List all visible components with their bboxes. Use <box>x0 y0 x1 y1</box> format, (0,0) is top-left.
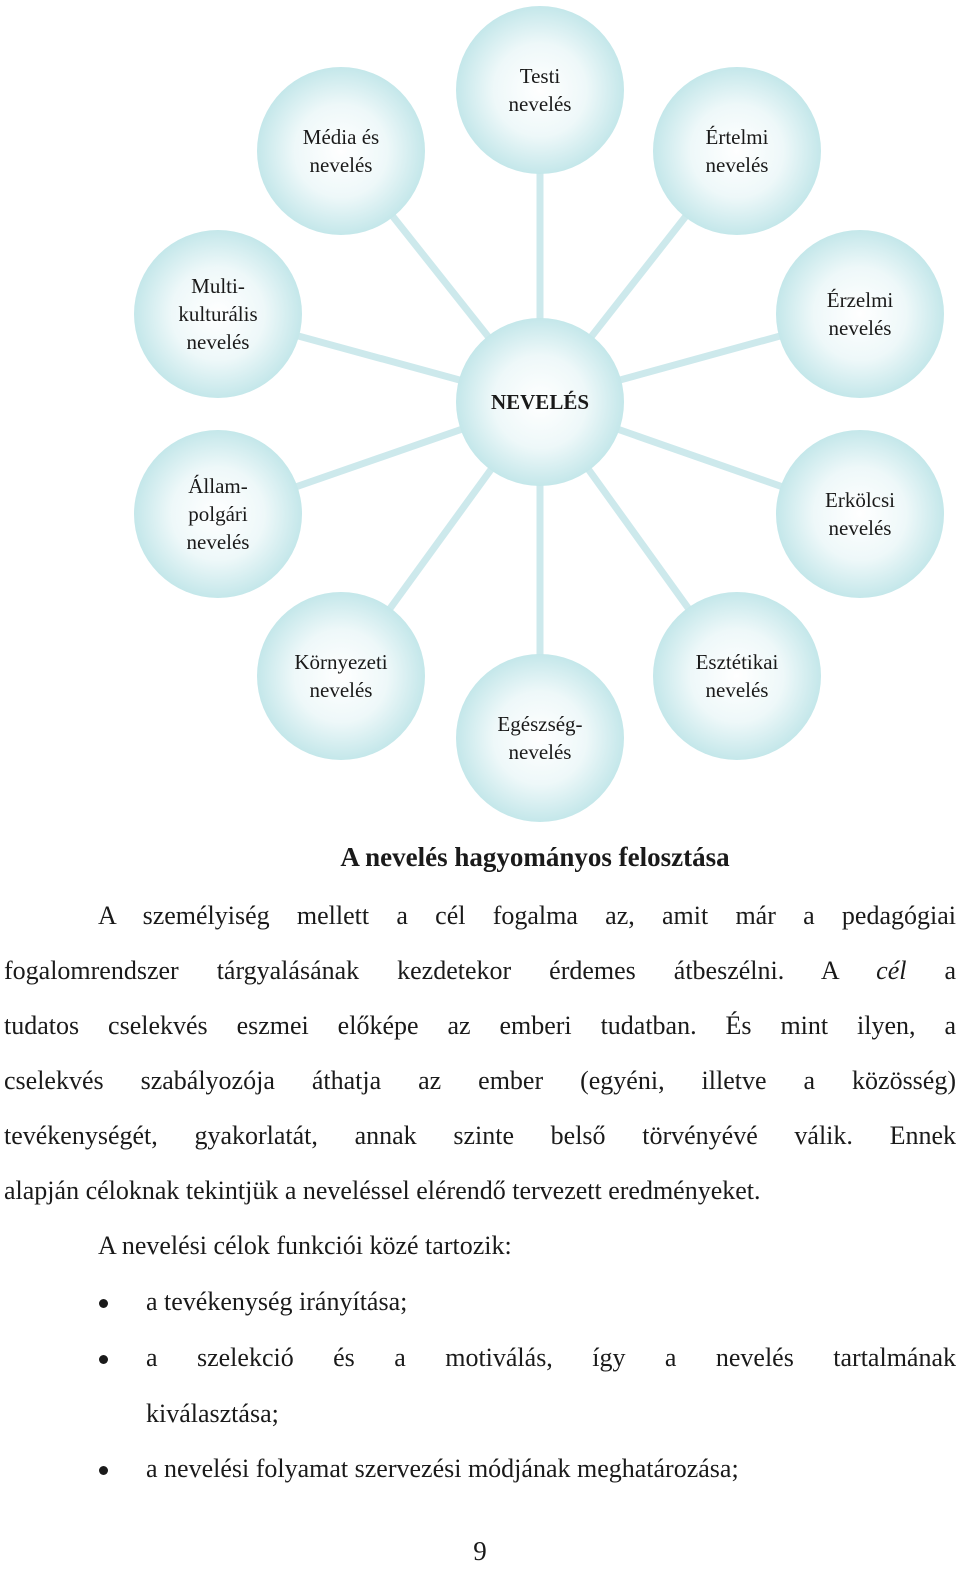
diagram-node <box>134 230 302 398</box>
paragraph-line-6: alapján céloknak tekintjük a neveléssel elérendő tervezett eredményeket. <box>4 1176 761 1205</box>
node-label: Környezeti <box>294 650 388 674</box>
paragraph-line-5: tevékenységét, gyakorlatát, annak szinte belső törvényévé válik. Ennek <box>4 1121 956 1150</box>
page-number: 9 <box>473 1536 487 1566</box>
diagram-node <box>653 67 821 235</box>
list-intro: A nevelési célok funkciói közé tartozik: <box>98 1231 512 1260</box>
diagram-nodes <box>134 6 944 822</box>
paragraph-line-4: cselekvés szabályozója áthatja az ember (egyéni, illetve a közösség) <box>4 1066 956 1095</box>
node-label: NEVELÉS <box>490 390 590 414</box>
bullet-item-2-line-2: kiválasztása; <box>146 1399 279 1428</box>
paragraph-line-3: tudatos cselekvés eszmei előképe az emberi tudatban. És mint ilyen, a <box>4 1011 956 1040</box>
node-circle <box>456 6 624 174</box>
node-label: nevelés <box>309 153 373 177</box>
node-label: nevelés <box>508 740 572 764</box>
node-label: Esztétikai <box>695 650 779 674</box>
diagram-node <box>456 654 624 822</box>
node-label: Erkölcsi <box>825 488 895 512</box>
diagram-node <box>257 592 425 760</box>
node-label: nevelés <box>828 316 892 340</box>
diagram-node <box>456 6 624 174</box>
node-label: nevelés <box>309 678 373 702</box>
node-label: Állam- <box>188 474 248 498</box>
bullet-item-1: a tevékenység irányítása; <box>146 1287 408 1316</box>
diagram-node <box>257 67 425 235</box>
bullet-dot-icon <box>99 1299 108 1308</box>
node-circle <box>257 592 425 760</box>
bullet-item-3: a nevelési folyamat szervezési módjának meghatározása; <box>146 1454 739 1483</box>
paragraph-line-2: fogalomrendszer tárgyalásának kezdetekor érdemes átbeszélni. A cél a <box>4 956 957 985</box>
node-label: Média és <box>302 125 380 149</box>
node-label: nevelés <box>705 153 769 177</box>
diagram-caption: A nevelés hagyományos felosztása <box>340 842 730 872</box>
bullet-dot-icon <box>99 1466 108 1475</box>
diagram-node <box>776 430 944 598</box>
node-label: nevelés <box>828 516 892 540</box>
paragraph-line-1: A személyiség mellett a cél fogalma az, amit már a pedagógiai <box>98 901 956 930</box>
diagram-center-node <box>456 318 624 486</box>
node-label: Multi- <box>191 274 245 298</box>
diagram-node <box>776 230 944 398</box>
node-label: Értelmi <box>705 125 769 149</box>
node-circle <box>776 230 944 398</box>
diagram-node <box>134 430 302 598</box>
node-label: Érzelmi <box>826 288 894 312</box>
node-label: nevelés <box>186 530 250 554</box>
node-circle <box>456 654 624 822</box>
node-label: nevelés <box>705 678 769 702</box>
node-circle <box>257 67 425 235</box>
node-circle <box>653 592 821 760</box>
node-circle <box>776 430 944 598</box>
node-label: polgári <box>188 502 248 526</box>
bullet-item-2-line-1: a szelekció és a motiválás, így a nevelés tartalmának <box>146 1343 956 1372</box>
diagram-node <box>653 592 821 760</box>
node-label: kulturális <box>178 302 258 326</box>
node-label: Egészség- <box>497 712 583 736</box>
node-label: Testi <box>519 64 561 88</box>
bullet-dot-icon <box>99 1355 108 1364</box>
node-circle <box>653 67 821 235</box>
node-label: nevelés <box>186 330 250 354</box>
node-label: nevelés <box>508 92 572 116</box>
